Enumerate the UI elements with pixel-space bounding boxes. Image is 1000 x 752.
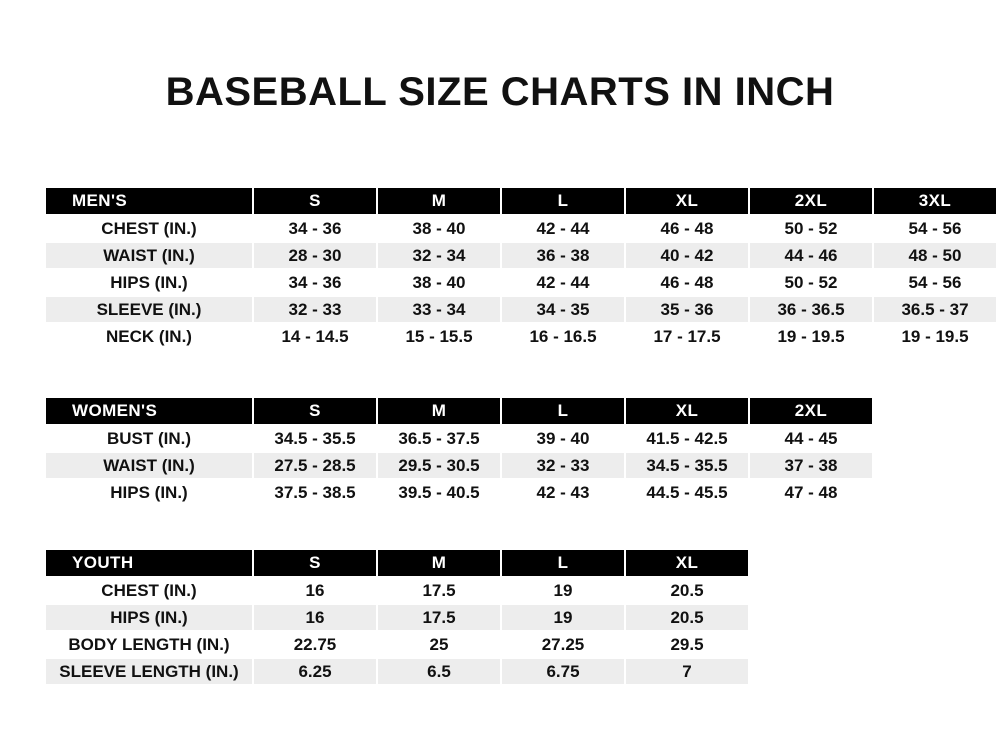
measurement-cell: 46 - 48: [625, 269, 749, 296]
measurement-cell: 50 - 52: [749, 269, 873, 296]
measurement-cell: 34 - 36: [253, 269, 377, 296]
row-label: HIPS (IN.): [45, 269, 253, 296]
measurement-cell: 17 - 17.5: [625, 323, 749, 350]
column-header-2xl: 2XL: [749, 187, 873, 215]
table-header-row: [45, 187, 997, 215]
column-header-l: L: [501, 549, 625, 577]
womens-size-table: [44, 396, 874, 507]
row-label: HIPS (IN.): [45, 479, 253, 506]
measurement-cell: 36.5 - 37.5: [377, 425, 501, 452]
table-row: [45, 296, 997, 323]
mens-table-head: [45, 187, 997, 215]
measurement-cell: 27.25: [501, 631, 625, 658]
measurement-cell: 46 - 48: [625, 215, 749, 242]
measurement-cell: 40 - 42: [625, 242, 749, 269]
measurement-cell: 36 - 38: [501, 242, 625, 269]
column-header-m: M: [377, 549, 501, 577]
measurement-cell: 14 - 14.5: [253, 323, 377, 350]
measurement-cell: 35 - 36: [625, 296, 749, 323]
table-header-row: [45, 397, 873, 425]
column-header-s: S: [253, 549, 377, 577]
mens-size-table: [44, 186, 998, 351]
measurement-cell: 48 - 50: [873, 242, 997, 269]
womens-table-head: [45, 397, 873, 425]
youth-size-table: [44, 548, 750, 686]
measurement-cell: 38 - 40: [377, 269, 501, 296]
youth-table-body: [45, 577, 749, 685]
measurement-cell: 17.5: [377, 577, 501, 604]
column-header-xl: XL: [625, 397, 749, 425]
table-row: [45, 479, 873, 506]
row-label: HIPS (IN.): [45, 604, 253, 631]
measurement-cell: 19: [501, 604, 625, 631]
measurement-cell: 19: [501, 577, 625, 604]
measurement-cell: 17.5: [377, 604, 501, 631]
measurement-cell: 39 - 40: [501, 425, 625, 452]
row-label: CHEST (IN.): [45, 215, 253, 242]
measurement-cell: 36.5 - 37: [873, 296, 997, 323]
measurement-cell: 16 - 16.5: [501, 323, 625, 350]
table-row: [45, 425, 873, 452]
column-header-m: M: [377, 187, 501, 215]
table-row: [45, 242, 997, 269]
measurement-cell: 41.5 - 42.5: [625, 425, 749, 452]
column-header-l: L: [501, 187, 625, 215]
row-label: CHEST (IN.): [45, 577, 253, 604]
measurement-cell: 42 - 44: [501, 215, 625, 242]
measurement-cell: 25: [377, 631, 501, 658]
womens-size-chart: [44, 396, 874, 507]
measurement-cell: 20.5: [625, 577, 749, 604]
mens-table-title: MEN'S: [45, 187, 253, 215]
table-row: [45, 631, 749, 658]
measurement-cell: 32 - 33: [253, 296, 377, 323]
measurement-cell: 33 - 34: [377, 296, 501, 323]
measurement-cell: 29.5: [625, 631, 749, 658]
youth-table-title: YOUTH: [45, 549, 253, 577]
measurement-cell: 20.5: [625, 604, 749, 631]
column-header-m: M: [377, 397, 501, 425]
measurement-cell: 34 - 36: [253, 215, 377, 242]
row-label: BUST (IN.): [45, 425, 253, 452]
table-row: [45, 452, 873, 479]
table-header-row: [45, 549, 749, 577]
column-header-3xl: 3XL: [873, 187, 997, 215]
measurement-cell: 34 - 35: [501, 296, 625, 323]
row-label: SLEEVE (IN.): [45, 296, 253, 323]
measurement-cell: 16: [253, 577, 377, 604]
table-row: [45, 323, 997, 350]
measurement-cell: 54 - 56: [873, 269, 997, 296]
row-label: SLEEVE LENGTH (IN.): [45, 658, 253, 685]
measurement-cell: 34.5 - 35.5: [625, 452, 749, 479]
measurement-cell: 44.5 - 45.5: [625, 479, 749, 506]
mens-size-chart: [44, 186, 998, 351]
column-header-s: S: [253, 397, 377, 425]
column-header-2xl: 2XL: [749, 397, 873, 425]
column-header-xl: XL: [625, 549, 749, 577]
page-title: BASEBALL SIZE CHARTS IN INCH: [165, 70, 835, 114]
table-row: [45, 269, 997, 296]
measurement-cell: 19 - 19.5: [749, 323, 873, 350]
measurement-cell: 44 - 45: [749, 425, 873, 452]
measurement-cell: 42 - 44: [501, 269, 625, 296]
row-label: BODY LENGTH (IN.): [45, 631, 253, 658]
table-row: [45, 604, 749, 631]
measurement-cell: 6.5: [377, 658, 501, 685]
measurement-cell: 15 - 15.5: [377, 323, 501, 350]
measurement-cell: 37 - 38: [749, 452, 873, 479]
mens-table-body: [45, 215, 997, 350]
table-row: [45, 215, 997, 242]
measurement-cell: 38 - 40: [377, 215, 501, 242]
measurement-cell: 39.5 - 40.5: [377, 479, 501, 506]
table-row: [45, 658, 749, 685]
youth-table-head: [45, 549, 749, 577]
measurement-cell: 29.5 - 30.5: [377, 452, 501, 479]
measurement-cell: 16: [253, 604, 377, 631]
measurement-cell: 27.5 - 28.5: [253, 452, 377, 479]
measurement-cell: 36 - 36.5: [749, 296, 873, 323]
measurement-cell: 19 - 19.5: [873, 323, 997, 350]
measurement-cell: 50 - 52: [749, 215, 873, 242]
measurement-cell: 7: [625, 658, 749, 685]
measurement-cell: 32 - 34: [377, 242, 501, 269]
measurement-cell: 6.75: [501, 658, 625, 685]
womens-table-body: [45, 425, 873, 506]
measurement-cell: 54 - 56: [873, 215, 997, 242]
row-label: NECK (IN.): [45, 323, 253, 350]
measurement-cell: 37.5 - 38.5: [253, 479, 377, 506]
measurement-cell: 34.5 - 35.5: [253, 425, 377, 452]
measurement-cell: 47 - 48: [749, 479, 873, 506]
measurement-cell: 28 - 30: [253, 242, 377, 269]
measurement-cell: 44 - 46: [749, 242, 873, 269]
row-label: WAIST (IN.): [45, 242, 253, 269]
row-label: WAIST (IN.): [45, 452, 253, 479]
column-header-l: L: [501, 397, 625, 425]
measurement-cell: 42 - 43: [501, 479, 625, 506]
column-header-xl: XL: [625, 187, 749, 215]
column-header-s: S: [253, 187, 377, 215]
womens-table-title: WOMEN'S: [45, 397, 253, 425]
table-row: [45, 577, 749, 604]
measurement-cell: 6.25: [253, 658, 377, 685]
measurement-cell: 32 - 33: [501, 452, 625, 479]
youth-size-chart: [44, 548, 750, 686]
measurement-cell: 22.75: [253, 631, 377, 658]
